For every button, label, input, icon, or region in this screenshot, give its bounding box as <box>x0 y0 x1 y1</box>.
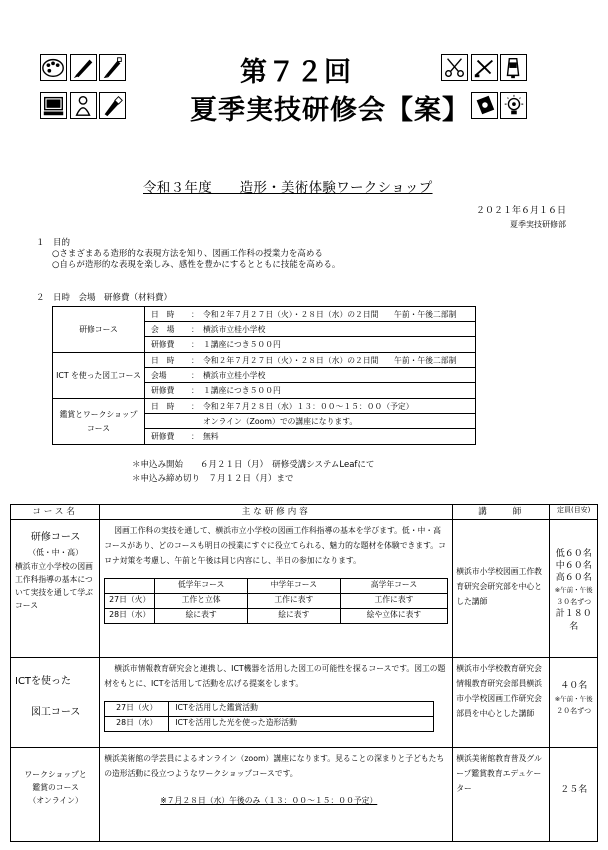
course-label <box>53 399 145 445</box>
course-label: 研修コース <box>53 307 145 353</box>
grid-cell: 工作に表す <box>340 594 448 609</box>
grid-cell: 27日（火） <box>105 594 155 609</box>
course3-content: 横浜美術館の学芸員によるオンライン（zoom）講座になります。見ることの深まりと子どもたちの造形活動に役立つようなワークショップコースです。 <box>104 754 445 778</box>
row-key: 研修費 <box>151 340 175 349</box>
row-value: １講座につき５００円 <box>203 340 281 349</box>
pen-nib-icon <box>99 92 126 119</box>
header-lecturer: 講 師 <box>453 505 550 520</box>
course1-name: 研修コース <box>30 532 81 543</box>
course1-capacity-note2: ３０名ずつ <box>556 598 592 606</box>
row-key: 日 時 <box>151 355 175 365</box>
grid-cell: 工作に表す <box>247 594 340 609</box>
grid-cell: 28日（水） <box>105 609 155 624</box>
course-table <box>10 504 598 842</box>
page-title-line1: 第７２回 <box>240 57 352 88</box>
grid-cell: ICTを活用した鑑賞活動 <box>169 702 434 717</box>
row-value: 横浜市立桂小学校 <box>203 370 266 380</box>
course1-capacity-unit: 名 <box>569 622 579 632</box>
grid-header: 低学年コース <box>155 579 248 594</box>
grid-cell: 工作と立体 <box>155 594 248 609</box>
course1-capacity-total: 計１８０ <box>555 609 592 619</box>
course2-capacity: ４０名 <box>560 681 588 691</box>
header-content: 主な研修内容 <box>100 505 453 520</box>
grid-header <box>105 579 155 594</box>
row-key: 研修費 <box>151 386 175 395</box>
course1-capacity-low: 低６０名 <box>555 549 592 559</box>
course3-name-line3: （オンライン） <box>28 796 83 805</box>
row-value: １講座につき５００円 <box>203 386 281 395</box>
course2-lecturer: 横浜市小学校教育研究会情報教育研究会部員横浜市小学校図画工作研究会部員を中心とした講師 <box>453 658 550 748</box>
page-title-line2: 夏季実技研修会【案】 <box>190 95 470 126</box>
row-value: 令和２年７月２７日（火）・２８日（水）の２日間 午前・午後二部制 <box>203 355 457 365</box>
header-course: コース名 <box>11 505 100 520</box>
marker-pen-icon <box>99 54 126 81</box>
craft-tools-icon <box>471 54 498 81</box>
grid-cell: 絵や立体に表す <box>340 609 448 624</box>
lightbulb-icon <box>500 92 527 119</box>
course1-capacity-high: 高６０名 <box>555 573 592 583</box>
row-value: オンライン（Zoom）での講座になります。 <box>203 416 358 426</box>
course3-lecturer: 横浜美術館教育普及グループ鑑賞教育エデュケーター <box>453 748 550 842</box>
course3-time: ※７月２８日（水）午後のみ（１３：００～１５：００予定） <box>160 796 378 805</box>
grid-cell: 絵に表す <box>247 609 340 624</box>
course2-capacity-note2: ２０名ずつ <box>556 707 592 715</box>
course-label-line1: 鑑賞とワークショップ <box>59 409 138 419</box>
course1-capacity-mid: 中６０名 <box>555 561 592 571</box>
row-key: 会場 <box>151 370 167 380</box>
page-subtitle: 令和３年度 造形・美術体験ワークショップ <box>143 180 433 196</box>
purpose-line2: ○自らが造形的な表現を楽しみ、感性を豊かにするとともに技能を高める。 <box>52 260 341 270</box>
purpose-line1: ○さまざまある造形的な表現方法を知り、図画工作科の授業力を高める <box>52 249 323 259</box>
course2-content: 横浜市情報教育研究会と連携し、ICT機器を活用した図工の可能性を探るコースです。図工の題材をもとに、ICTを活用して活動を広げる提案をします。 <box>104 664 446 688</box>
computer-icon <box>40 92 67 119</box>
course1-lecturer: 横浜市小学校図画工作教育研究会研究部を中心とした講師 <box>453 520 550 658</box>
course2-name-line1: ICTを使った <box>15 676 72 687</box>
scissors-icon <box>441 54 468 81</box>
section2-heading: ２ 日時 会場 研修費（材料費） <box>36 293 173 303</box>
course1-content: 図画工作科の実技を通して、横浜市立小学校の図画工作科指導の基本を学びます。低・中・高コースがあり、どのコースも明日の授業にすぐに役立てられる、魅力的な題材を体験できます。コロナ対策を考慮し、午前と午後は同じ内容にし、半日の参加になります。 <box>104 526 446 565</box>
paint-brush-icon <box>70 54 97 81</box>
application-start: ＊申込み開始 ６月２１日（月） 研修受講システムLeafにて <box>132 460 375 470</box>
course2-schedule-grid <box>104 701 434 732</box>
course2-name-line2: 図工コース <box>30 707 81 718</box>
header-capacity: 定員(目安) <box>550 505 598 520</box>
row-key: 日 時 <box>151 309 175 319</box>
row-key: 会 場 <box>151 324 175 334</box>
course2-capacity-note: ※午前・午後 <box>554 695 593 703</box>
row-value: 令和２年７月２７日（火）・２８日（水）の２日間 午前・午後二部制 <box>203 309 457 319</box>
organizer: 夏季実技研修部 <box>510 220 566 229</box>
course1-capacity-note: ※午前・午後 <box>554 586 593 594</box>
palette-icon <box>40 54 67 81</box>
schedule-table: 研修コース 日 時 ： 令和２年７月２７日（火）・２８日（水）の２日間 午前・午後二部制 会 場 ： 横浜市立桂小学校 研修費 ： １講座につき５００円 ICT を使った図工コース 日 時 ： 令和２年７月２７日（火）・２８日（水）の２日間 午前・午後二部制 会場 ： 横浜市立桂小学校 研修費 ： １講座につき５００円 鑑賞とワークショップ コース 日 時 ： 令和２年７月２８日（水）１３：００～１５：００（予定） オンライン（Zoom）での講座になります。 研修費 ： 無料 <box>52 306 476 445</box>
row-value: 無料 <box>203 432 219 441</box>
course-label-line2: コース <box>86 423 110 433</box>
grid-cell: 27日（火） <box>105 702 169 717</box>
course1-description: 横浜市立小学校の図画工作科指導の基本について実技を通して学ぶコース <box>15 562 93 610</box>
row-value: 横浜市立桂小学校 <box>203 324 266 334</box>
figurine-icon <box>70 92 97 119</box>
grid-cell: ICTを活用した光を使った造形活動 <box>169 717 434 732</box>
grid-header: 高学年コース <box>340 579 448 594</box>
row-key: 日 時 <box>151 401 175 411</box>
course3-capacity: ２５名 <box>550 748 598 842</box>
row-key: 研修費 <box>151 432 175 441</box>
paint-tube-icon <box>500 54 527 81</box>
grid-header: 中学年コース <box>247 579 340 594</box>
grid-cell: 28日（水） <box>105 717 169 732</box>
course-label: ICT を使った図工コース <box>53 353 145 399</box>
section1-heading: １ 目的 <box>36 238 71 248</box>
document-date: ２０２１年６月１６日 <box>475 206 566 216</box>
course3-name-line1: ワークショップと <box>24 770 87 779</box>
application-deadline: ＊申込み締め切り ７月１２日（月）まで <box>132 474 294 484</box>
camera-icon <box>471 92 498 119</box>
course1-levels: （低・中・高） <box>28 548 83 557</box>
course1-schedule-grid <box>104 578 448 624</box>
row-value: 令和２年７月２８日（水）１３：００～１５：００（予定） <box>203 401 414 411</box>
grid-cell: 絵に表す <box>155 609 248 624</box>
course3-name-line2: 鑑賞のコース <box>32 783 79 792</box>
